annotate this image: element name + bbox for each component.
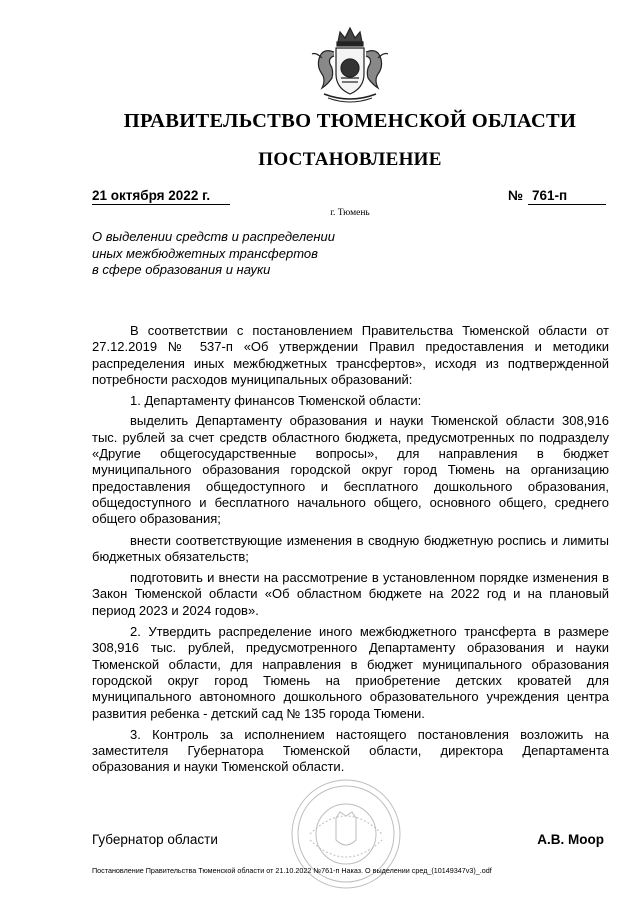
body-paragraph: 1. Департаменту финансов Тюменской области: — [130, 393, 422, 409]
subject-line: иных межбюджетных трансфертов — [92, 245, 318, 261]
body-paragraph: подготовить и внести на рассмотрение в установленном порядке изменения в Закон Тюменской области «Об областном бюджете на 2022 год и на плановый период 2023 и 2024 годов». — [92, 570, 609, 618]
subject-line: О выделении средств и распределении — [92, 229, 336, 244]
subject-line: в сфере образования и науки — [92, 262, 271, 277]
body-paragraph: внести соответствующие изменения в сводную бюджетную роспись и лимиты бюджетных обязательств; — [92, 532, 609, 564]
document-subject — [92, 229, 392, 279]
body-paragraph: В соответствии с постановлением Правительства Тюменской области от 27.12.2019 № 537-п «Об утверждении Правил предоставления и методики распределения иных межбюджетных трансфертов», исходя из подтвержденной потребности расходов муниципальных образований: — [92, 323, 609, 387]
document-city: г. Тюмень — [330, 208, 370, 218]
document-date: 21 октября 2022 г. — [92, 187, 230, 205]
body-paragraph: 3. Контроль за исполнением настоящего постановления возложить на заместителя Губернатора Тюменской области, директора Департамента образования и науки Тюменской области. — [92, 726, 609, 775]
footer-reference: Постановление Правительства Тюменской области от 21.10.2022 №761-п Наказ. О выделении сред_(10149347v3)_.odf — [92, 866, 492, 875]
organization-title: ПРАВИТЕЛЬСТВО ТЮМЕНСКОЙ ОБЛАСТИ — [123, 110, 577, 132]
number-value: 761-п — [528, 187, 606, 205]
tyumen-coat-of-arms-icon — [300, 22, 400, 106]
body-paragraph: выделить Департаменту образования и науки Тюменской области 308,916 тыс. рублей за счет средств областного бюджета, предусмотренных по подразделу «Другие общегосударственные вопросы», для направления в бюджет муниципального образования городской округ город Тюмень на организацию предоставления общедоступного и бесплатного дошкольного образования, общедоступного и бесплатного начального общего, основного общего, среднего общего образования; — [92, 413, 609, 527]
document-number — [508, 187, 606, 205]
document-body — [92, 323, 609, 781]
number-sign: № — [508, 188, 524, 203]
signer-name: А.В. Моор — [537, 832, 604, 847]
body-paragraph: 2. Утвердить распределение иного межбюджетного трансферта в размере 308,916 тыс. рублей, предусмотренного Департаменту образования и науки Тюменской области, для направления в бюджет муниципального образования городской округ город Тюмень на приобретение детских кроватей для муниципального автономного дошкольного образовательного учреждения центра развития ребенка - детский сад № 135 города Тюмени. — [92, 624, 609, 721]
document-type: ПОСТАНОВЛЕНИЕ — [258, 149, 442, 170]
signer-title: Губернатор области — [92, 832, 218, 847]
